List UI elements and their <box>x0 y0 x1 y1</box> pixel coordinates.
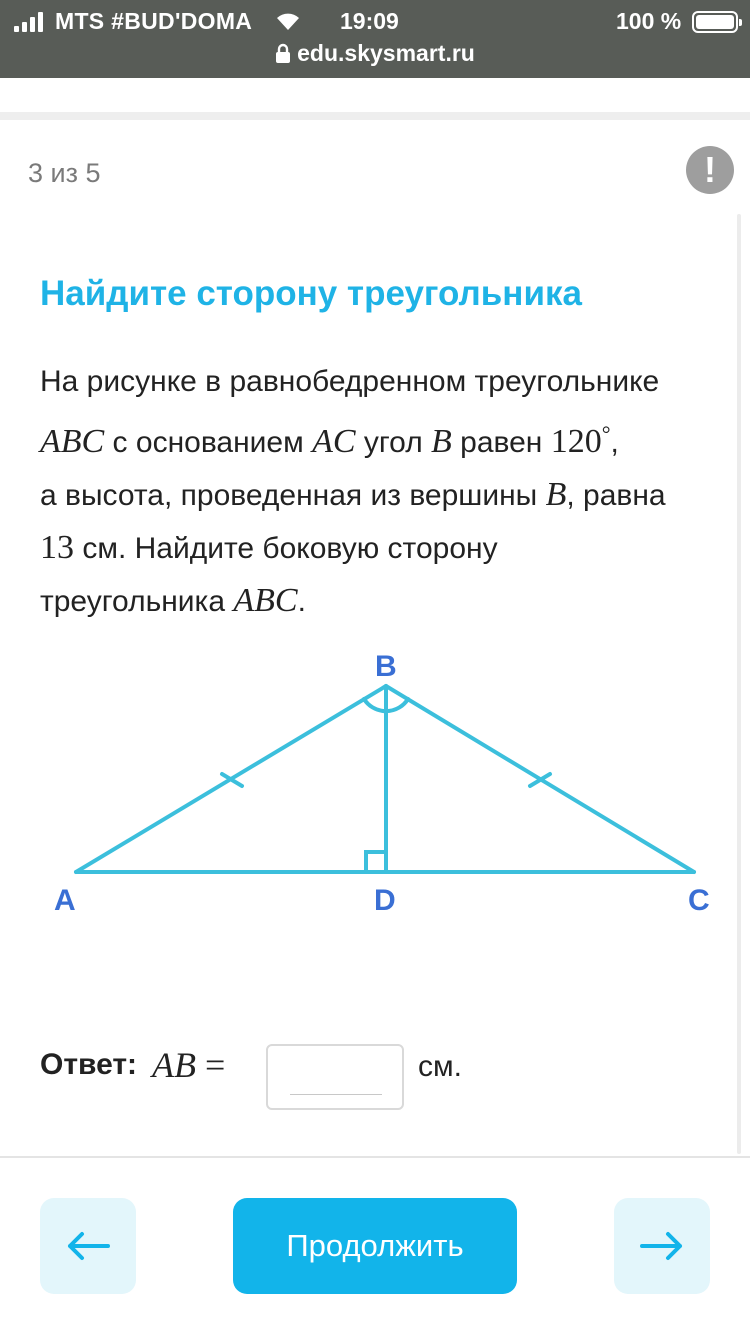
continue-button[interactable]: Продолжить <box>233 1198 517 1294</box>
statement-text: , равна <box>566 479 666 512</box>
statement-line-2 <box>40 408 730 469</box>
status-bar <box>0 0 750 78</box>
report-problem-button[interactable] <box>686 146 734 194</box>
statement-text: с основанием <box>104 426 313 459</box>
answer-row <box>40 1044 730 1110</box>
answer-input[interactable] <box>266 1044 404 1110</box>
top-divider <box>0 112 750 120</box>
math-equals: = <box>195 1045 226 1085</box>
signal-icon <box>14 12 48 32</box>
task-progress: 3 из 5 <box>28 158 101 188</box>
arrow-right-icon <box>640 1231 684 1261</box>
clock-time: 19:09 <box>340 8 399 34</box>
math-abc: ABC <box>40 423 105 460</box>
statement-line-3 <box>40 469 730 522</box>
statement-text: , <box>610 426 619 459</box>
math-degree: ° <box>601 421 611 446</box>
statement-text: равен <box>451 426 551 459</box>
wifi-icon <box>274 10 302 32</box>
math-height-value: 13 <box>40 529 74 566</box>
math-ab: AB <box>152 1045 196 1085</box>
right-angle-mark <box>366 852 386 872</box>
arrow-left-icon <box>66 1231 110 1261</box>
address-bar[interactable] <box>0 40 750 67</box>
task-statement <box>40 356 730 628</box>
next-button[interactable] <box>614 1198 710 1294</box>
battery-percent: 100 % <box>616 8 682 34</box>
statement-text: а высота, проведенная из вершины <box>40 479 546 512</box>
answer-unit: см. <box>418 1050 462 1083</box>
url-text: edu.skysmart.ru <box>297 40 475 66</box>
statement-line-1 <box>40 356 730 408</box>
vertex-label-b: B <box>375 650 397 683</box>
math-angle-value: 120 <box>550 423 602 460</box>
statement-text: . <box>297 585 306 618</box>
statement-line-4 <box>40 522 730 575</box>
vertex-label-d: D <box>374 884 396 917</box>
answer-label: Ответ: <box>40 1048 138 1081</box>
carrier-name: MTS #BUD'DOMA <box>55 8 253 34</box>
statement-text: На рисунке в равнобедренном треугольнике <box>40 365 660 398</box>
battery-icon <box>692 11 738 33</box>
exclamation-icon: ! <box>704 149 716 190</box>
bottom-divider <box>0 1156 750 1158</box>
vertex-label-c: C <box>688 884 710 917</box>
answer-math <box>152 1044 225 1086</box>
task-title: Найдите сторону треугольника <box>40 274 582 313</box>
lock-icon <box>275 43 291 63</box>
triangle-figure <box>0 640 750 940</box>
previous-button[interactable] <box>40 1198 136 1294</box>
statement-text: см. Найдите боковую сторону <box>74 532 498 565</box>
math-abc: ABC <box>233 582 298 619</box>
math-b: B <box>431 423 452 460</box>
statement-line-5 <box>40 575 730 628</box>
answer-input-underline <box>290 1094 382 1095</box>
statement-text: угол <box>355 426 432 459</box>
math-b: B <box>545 476 567 513</box>
vertex-label-a: A <box>54 884 76 917</box>
math-ac: AC <box>312 423 356 460</box>
statement-text: треугольника <box>40 585 234 618</box>
